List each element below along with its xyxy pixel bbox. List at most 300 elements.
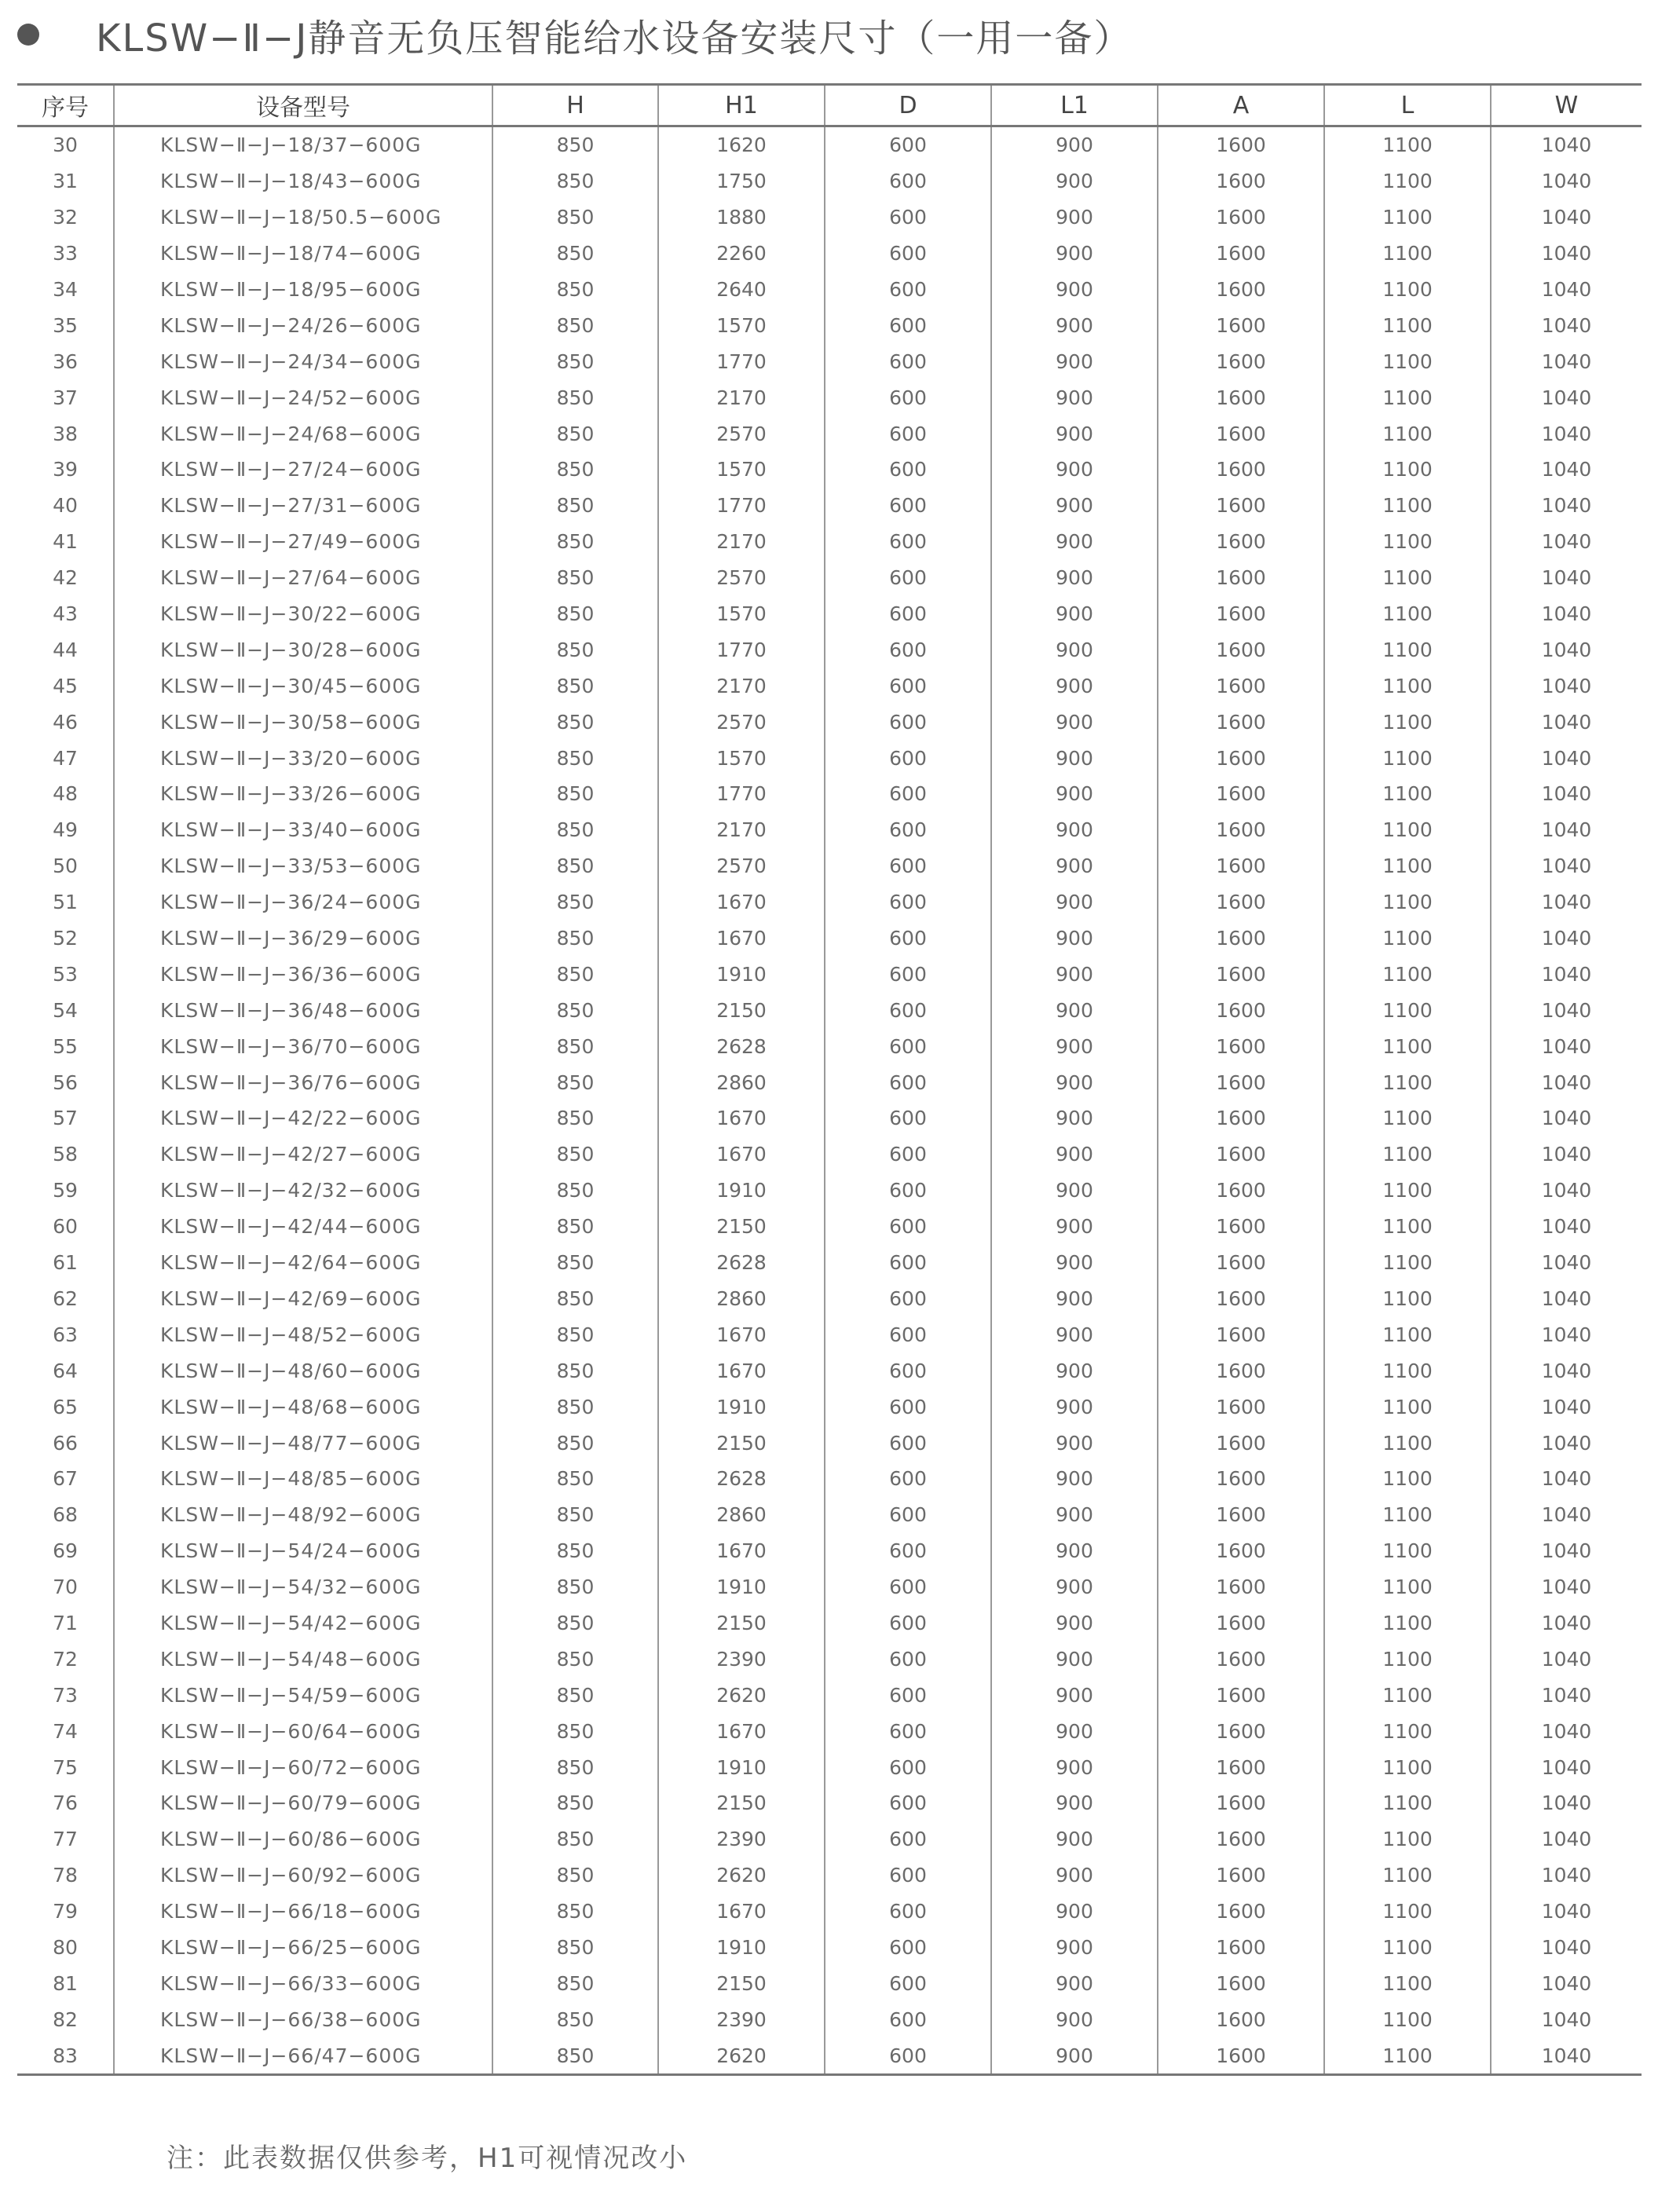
cell-l1: 900 [991,1245,1158,1281]
table-row [17,524,1642,560]
cell-model: KLSW−Ⅱ−J−60/79−600G [114,1785,492,1821]
cell-h1: 2150 [658,1425,825,1461]
cell-a: 1600 [1158,1533,1324,1569]
cell-w: 1040 [1491,1497,1642,1533]
cell-a: 1600 [1158,596,1324,632]
cell-model: KLSW−Ⅱ−J−66/33−600G [114,1965,492,2001]
cell-h1: 1570 [658,740,825,776]
cell-h: 850 [492,126,658,163]
cell-model: KLSW−Ⅱ−J−42/64−600G [114,1245,492,1281]
cell-h: 850 [492,199,658,236]
cell-h1: 2860 [658,1281,825,1317]
cell-w: 1040 [1491,415,1642,452]
cell-model: KLSW−Ⅱ−J−60/86−600G [114,1821,492,1857]
table-row [17,704,1642,740]
table-row [17,1965,1642,2001]
cell-model: KLSW−Ⅱ−J−60/72−600G [114,1749,492,1785]
table-row [17,1425,1642,1461]
cell-l: 1100 [1324,1245,1491,1281]
cell-h: 850 [492,1857,658,1894]
cell-h1: 1770 [658,488,825,524]
cell-h1: 2570 [658,704,825,740]
cell-index: 32 [53,206,78,229]
cell-w: 1040 [1491,1749,1642,1785]
cell-d: 600 [825,126,991,163]
cell-w: 1040 [1491,740,1642,776]
cell-model: KLSW−Ⅱ−J−30/45−600G [114,668,492,704]
cell-d: 600 [825,1894,991,1930]
cell-index: 65 [53,1395,78,1418]
cell-a: 1600 [1158,1894,1324,1930]
cell-index: 33 [53,242,78,265]
cell-l: 1100 [1324,307,1491,343]
cell-d: 600 [825,740,991,776]
cell-index: 45 [53,674,78,697]
cell-h1: 2628 [658,1028,825,1064]
cell-d: 600 [825,1821,991,1857]
cell-l: 1100 [1324,848,1491,884]
cell-l: 1100 [1324,1605,1491,1641]
cell-a: 1600 [1158,1930,1324,1966]
cell-model: KLSW−Ⅱ−J−66/47−600G [114,2037,492,2074]
cell-h: 850 [492,1677,658,1713]
cell-l: 1100 [1324,1713,1491,1749]
cell-model: KLSW−Ⅱ−J−33/53−600G [114,848,492,884]
cell-index: 48 [53,782,78,806]
cell-d: 600 [825,704,991,740]
cell-w: 1040 [1491,126,1642,163]
cell-l1: 900 [991,1209,1158,1245]
cell-a: 1600 [1158,704,1324,740]
cell-h: 850 [492,1281,658,1317]
cell-l1: 900 [991,379,1158,415]
cell-w: 1040 [1491,1785,1642,1821]
dimensions-table-wrapper [17,83,1642,2076]
cell-a: 1600 [1158,1605,1324,1641]
cell-a: 1600 [1158,631,1324,668]
cell-d: 600 [825,1064,991,1100]
cell-l: 1100 [1324,1677,1491,1713]
cell-a: 1600 [1158,2001,1324,2037]
cell-h: 850 [492,1100,658,1136]
cell-h1: 2170 [658,668,825,704]
cell-l: 1100 [1324,1136,1491,1173]
cell-l: 1100 [1324,812,1491,848]
cell-w: 1040 [1491,1245,1642,1281]
cell-w: 1040 [1491,848,1642,884]
cell-a: 1600 [1158,199,1324,236]
cell-index: 71 [53,1611,78,1634]
cell-h: 850 [492,1173,658,1209]
cell-w: 1040 [1491,1100,1642,1136]
cell-l1: 900 [991,1281,1158,1317]
cell-h1: 1910 [658,1930,825,1966]
cell-index: 54 [53,998,78,1022]
cell-model: KLSW−Ⅱ−J−48/85−600G [114,1461,492,1497]
table-row [17,848,1642,884]
cell-h1: 1670 [658,1533,825,1569]
cell-h: 850 [492,343,658,379]
table-row [17,560,1642,596]
cell-h: 850 [492,1245,658,1281]
cell-d: 600 [825,560,991,596]
cell-h: 850 [492,1461,658,1497]
cell-h: 850 [492,415,658,452]
cell-l: 1100 [1324,740,1491,776]
cell-h1: 1570 [658,596,825,632]
cell-w: 1040 [1491,1064,1642,1100]
table-row [17,631,1642,668]
cell-model: KLSW−Ⅱ−J−24/34−600G [114,343,492,379]
cell-w: 1040 [1491,812,1642,848]
cell-index: 67 [53,1467,78,1491]
table-row [17,272,1642,308]
cell-l1: 900 [991,1894,1158,1930]
cell-index: 49 [53,818,78,842]
cell-index: 36 [53,350,78,373]
cell-a: 1600 [1158,668,1324,704]
cell-d: 600 [825,1173,991,1209]
cell-h: 850 [492,1389,658,1425]
cell-h1: 2170 [658,379,825,415]
cell-h: 850 [492,920,658,957]
table-row [17,1641,1642,1677]
cell-index: 80 [53,1935,78,1959]
cell-l: 1100 [1324,1641,1491,1677]
cell-l1: 900 [991,1352,1158,1389]
cell-h: 850 [492,1352,658,1389]
cell-w: 1040 [1491,379,1642,415]
cell-d: 600 [825,1028,991,1064]
table-row [17,1677,1642,1713]
cell-a: 1600 [1158,992,1324,1028]
cell-d: 600 [825,199,991,236]
cell-h1: 1910 [658,1749,825,1785]
cell-l1: 900 [991,1136,1158,1173]
cell-d: 600 [825,920,991,957]
cell-h: 850 [492,1749,658,1785]
cell-d: 600 [825,1100,991,1136]
cell-h: 850 [492,2001,658,2037]
cell-model: KLSW−Ⅱ−J−30/22−600G [114,596,492,632]
cell-l1: 900 [991,452,1158,488]
cell-model: KLSW−Ⅱ−J−36/70−600G [114,1028,492,1064]
cell-d: 600 [825,2037,991,2074]
table-row [17,668,1642,704]
cell-h: 850 [492,1930,658,1966]
cell-a: 1600 [1158,740,1324,776]
cell-w: 1040 [1491,1965,1642,2001]
cell-d: 600 [825,1136,991,1173]
cell-index: 30 [53,134,78,157]
cell-l1: 900 [991,992,1158,1028]
cell-l1: 900 [991,199,1158,236]
cell-w: 1040 [1491,560,1642,596]
cell-w: 1040 [1491,1930,1642,1966]
cell-h: 850 [492,560,658,596]
dimensions-table [17,83,1642,2076]
cell-h1: 2620 [658,1677,825,1713]
cell-model: KLSW−Ⅱ−J−48/92−600G [114,1497,492,1533]
table-row [17,1461,1642,1497]
cell-d: 600 [825,1749,991,1785]
cell-index: 75 [53,1755,78,1779]
cell-a: 1600 [1158,884,1324,920]
cell-d: 600 [825,668,991,704]
table-row [17,1352,1642,1389]
cell-h: 850 [492,1064,658,1100]
cell-d: 600 [825,1316,991,1352]
cell-model: KLSW−Ⅱ−J−48/52−600G [114,1316,492,1352]
cell-h1: 1770 [658,343,825,379]
cell-l: 1100 [1324,1389,1491,1425]
cell-w: 1040 [1491,704,1642,740]
cell-h: 850 [492,1497,658,1533]
cell-w: 1040 [1491,236,1642,272]
cell-w: 1040 [1491,307,1642,343]
cell-w: 1040 [1491,1641,1642,1677]
cell-index: 61 [53,1251,78,1275]
cell-model: KLSW−Ⅱ−J−36/76−600G [114,1064,492,1100]
cell-l1: 900 [991,1461,1158,1497]
cell-h1: 2150 [658,1785,825,1821]
cell-a: 1600 [1158,1641,1324,1677]
cell-model: KLSW−Ⅱ−J−66/18−600G [114,1894,492,1930]
cell-index: 31 [53,170,78,193]
cell-h: 850 [492,704,658,740]
cell-a: 1600 [1158,1136,1324,1173]
cell-l: 1100 [1324,776,1491,812]
cell-model: KLSW−Ⅱ−J−30/58−600G [114,704,492,740]
cell-l: 1100 [1324,524,1491,560]
header-index: 序号 [17,85,114,126]
cell-l: 1100 [1324,884,1491,920]
table-row [17,1894,1642,1930]
cell-a: 1600 [1158,415,1324,452]
cell-h1: 1910 [658,1389,825,1425]
title-row [17,3,1133,66]
cell-index: 60 [53,1215,78,1239]
cell-l: 1100 [1324,1173,1491,1209]
cell-model: KLSW−Ⅱ−J−54/59−600G [114,1677,492,1713]
cell-h1: 1670 [658,1352,825,1389]
cell-l1: 900 [991,1965,1158,2001]
cell-h1: 1670 [658,884,825,920]
cell-l: 1100 [1324,452,1491,488]
cell-w: 1040 [1491,1569,1642,1605]
cell-l1: 900 [991,415,1158,452]
cell-l1: 900 [991,848,1158,884]
cell-index: 46 [53,710,78,734]
cell-a: 1600 [1158,2037,1324,2074]
cell-w: 1040 [1491,2001,1642,2037]
cell-a: 1600 [1158,1677,1324,1713]
table-row [17,1713,1642,1749]
cell-a: 1600 [1158,126,1324,163]
cell-d: 600 [825,1533,991,1569]
cell-h1: 1670 [658,1136,825,1173]
cell-l: 1100 [1324,2037,1491,2074]
cell-a: 1600 [1158,1497,1324,1533]
cell-w: 1040 [1491,488,1642,524]
cell-d: 600 [825,343,991,379]
cell-a: 1600 [1158,343,1324,379]
cell-h1: 1670 [658,1713,825,1749]
table-row [17,992,1642,1028]
cell-l: 1100 [1324,1461,1491,1497]
cell-l1: 900 [991,1064,1158,1100]
cell-index: 50 [53,855,78,878]
cell-a: 1600 [1158,236,1324,272]
cell-w: 1040 [1491,1894,1642,1930]
cell-h1: 1910 [658,956,825,992]
cell-w: 1040 [1491,452,1642,488]
table-footnote: 注：此表数据仅供参考，H1可视情况改小 [167,2143,688,2174]
cell-d: 600 [825,379,991,415]
cell-model: KLSW−Ⅱ−J−42/69−600G [114,1281,492,1317]
cell-h1: 1570 [658,307,825,343]
cell-l: 1100 [1324,596,1491,632]
cell-model: KLSW−Ⅱ−J−42/27−600G [114,1136,492,1173]
cell-l1: 900 [991,2037,1158,2074]
cell-a: 1600 [1158,1209,1324,1245]
cell-w: 1040 [1491,631,1642,668]
header-l1: L1 [991,85,1158,126]
cell-w: 1040 [1491,1136,1642,1173]
cell-a: 1600 [1158,524,1324,560]
cell-index: 72 [53,1647,78,1671]
cell-h1: 2860 [658,1064,825,1100]
cell-h: 850 [492,1605,658,1641]
cell-d: 600 [825,488,991,524]
cell-model: KLSW−Ⅱ−J−18/43−600G [114,163,492,199]
cell-h1: 1670 [658,920,825,957]
cell-l: 1100 [1324,1497,1491,1533]
cell-l1: 900 [991,1100,1158,1136]
cell-model: KLSW−Ⅱ−J−30/28−600G [114,631,492,668]
cell-l: 1100 [1324,920,1491,957]
cell-h: 850 [492,2037,658,2074]
cell-w: 1040 [1491,1352,1642,1389]
cell-model: KLSW−Ⅱ−J−36/36−600G [114,956,492,992]
cell-l: 1100 [1324,704,1491,740]
cell-h: 850 [492,1641,658,1677]
cell-h1: 1620 [658,126,825,163]
cell-w: 1040 [1491,1677,1642,1713]
cell-model: KLSW−Ⅱ−J−66/25−600G [114,1930,492,1966]
cell-h1: 2628 [658,1245,825,1281]
table-row [17,488,1642,524]
cell-a: 1600 [1158,1100,1324,1136]
cell-h: 850 [492,1136,658,1173]
cell-w: 1040 [1491,884,1642,920]
cell-l: 1100 [1324,415,1491,452]
cell-a: 1600 [1158,776,1324,812]
cell-model: KLSW−Ⅱ−J−36/24−600G [114,884,492,920]
cell-d: 600 [825,272,991,308]
cell-l: 1100 [1324,956,1491,992]
cell-a: 1600 [1158,1749,1324,1785]
cell-model: KLSW−Ⅱ−J−54/24−600G [114,1533,492,1569]
cell-index: 78 [53,1864,78,1887]
cell-h1: 2390 [658,2001,825,2037]
cell-w: 1040 [1491,1605,1642,1641]
cell-h: 850 [492,812,658,848]
cell-l1: 900 [991,704,1158,740]
cell-a: 1600 [1158,1569,1324,1605]
table-row [17,812,1642,848]
cell-model: KLSW−Ⅱ−J−18/50.5−600G [114,199,492,236]
cell-l: 1100 [1324,1749,1491,1785]
table-row [17,1100,1642,1136]
cell-d: 600 [825,1352,991,1389]
cell-d: 600 [825,992,991,1028]
cell-w: 1040 [1491,1389,1642,1425]
cell-h: 850 [492,272,658,308]
cell-h: 850 [492,1713,658,1749]
cell-index: 64 [53,1359,78,1382]
cell-a: 1600 [1158,1785,1324,1821]
cell-index: 41 [53,530,78,554]
cell-d: 600 [825,884,991,920]
cell-d: 600 [825,236,991,272]
cell-h: 850 [492,740,658,776]
cell-d: 600 [825,1497,991,1533]
cell-model: KLSW−Ⅱ−J−18/37−600G [114,126,492,163]
cell-l: 1100 [1324,1857,1491,1894]
cell-model: KLSW−Ⅱ−J−42/22−600G [114,1100,492,1136]
cell-a: 1600 [1158,379,1324,415]
cell-h1: 1770 [658,631,825,668]
cell-l1: 900 [991,1641,1158,1677]
cell-index: 47 [53,746,78,770]
cell-model: KLSW−Ⅱ−J−27/49−600G [114,524,492,560]
cell-index: 81 [53,1971,78,1995]
cell-d: 600 [825,1569,991,1605]
table-row [17,1930,1642,1966]
cell-h: 850 [492,1209,658,1245]
cell-l: 1100 [1324,1281,1491,1317]
table-row [17,1136,1642,1173]
cell-l1: 900 [991,1821,1158,1857]
page-title: KLSW−Ⅱ−J静音无负压智能给水设备安装尺寸（一用一备） [96,16,1133,60]
cell-model: KLSW−Ⅱ−J−48/77−600G [114,1425,492,1461]
cell-index: 37 [53,386,78,409]
cell-index: 34 [53,278,78,301]
table-row [17,1605,1642,1641]
cell-h: 850 [492,956,658,992]
cell-w: 1040 [1491,2037,1642,2074]
cell-a: 1600 [1158,920,1324,957]
cell-index: 40 [53,494,78,518]
table-row [17,379,1642,415]
cell-index: 56 [53,1071,78,1094]
cell-h1: 2170 [658,524,825,560]
table-row [17,776,1642,812]
cell-h: 850 [492,848,658,884]
cell-h1: 1910 [658,1569,825,1605]
cell-h: 850 [492,668,658,704]
cell-l: 1100 [1324,1533,1491,1569]
cell-l1: 900 [991,920,1158,957]
cell-l1: 900 [991,631,1158,668]
cell-a: 1600 [1158,1821,1324,1857]
cell-l1: 900 [991,272,1158,308]
bullet-dot-icon [17,24,39,46]
cell-l: 1100 [1324,668,1491,704]
cell-index: 74 [53,1719,78,1743]
table-row [17,236,1642,272]
